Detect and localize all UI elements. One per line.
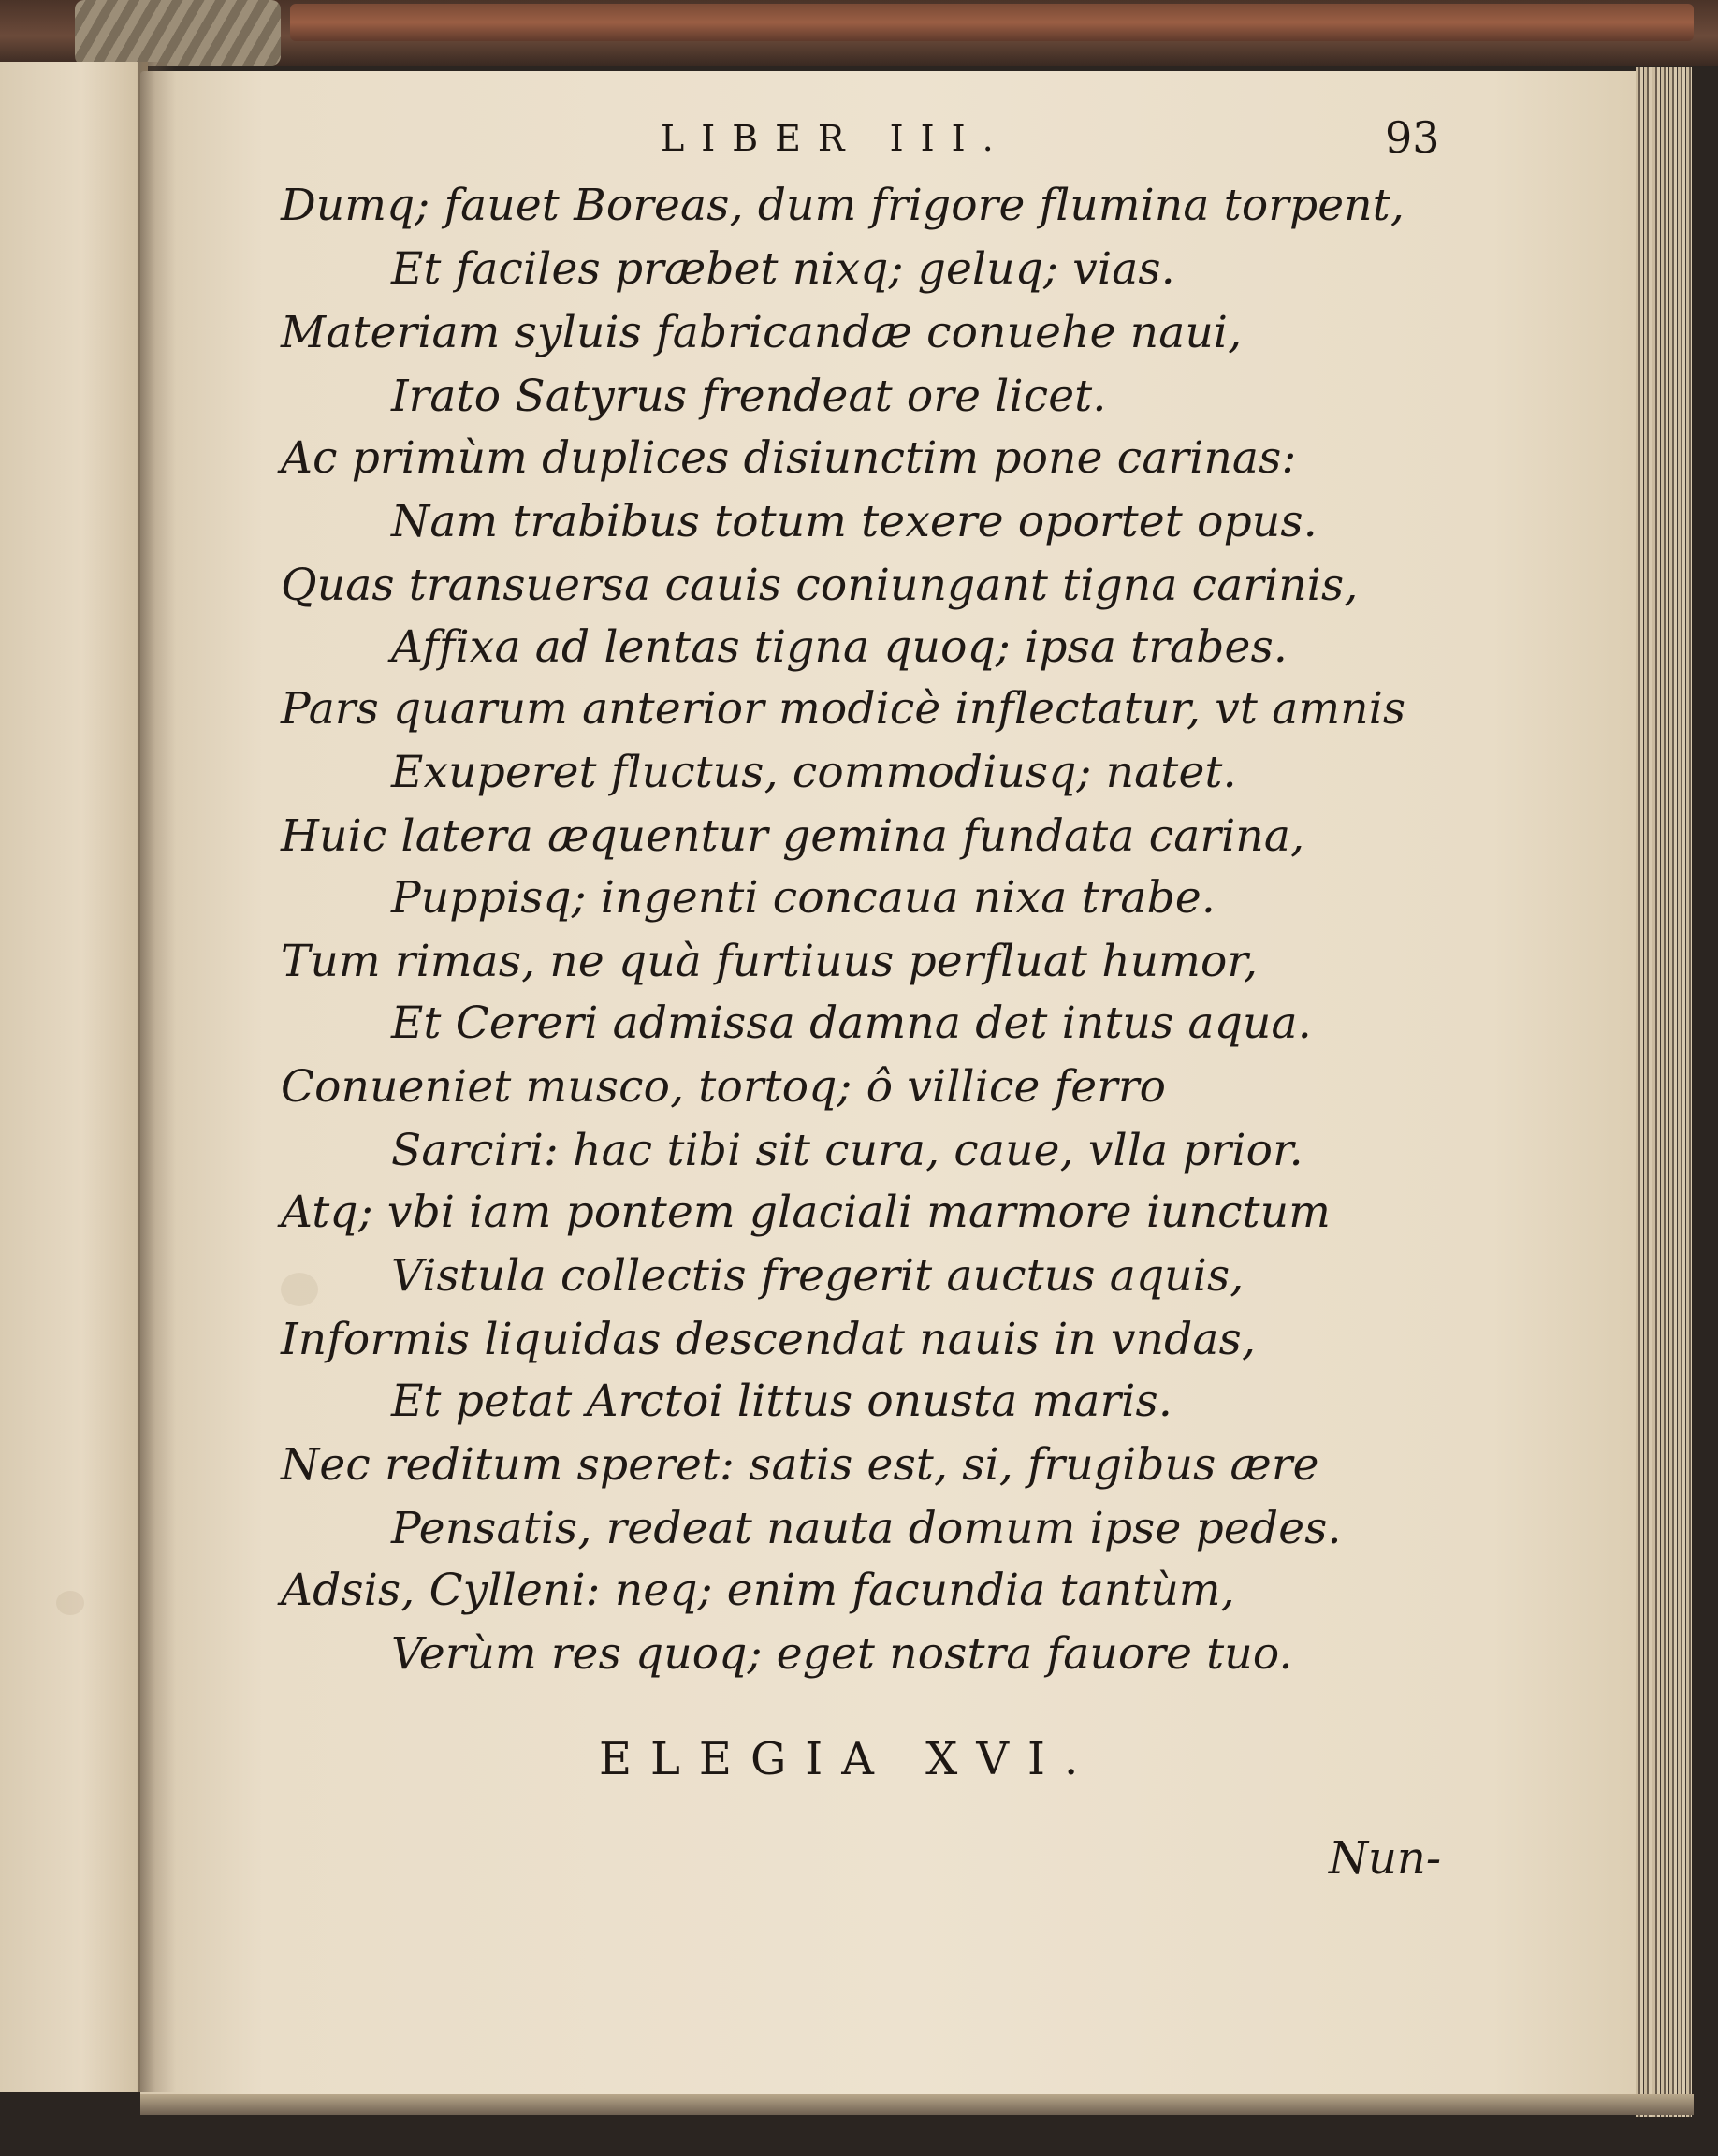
verse-line: Nam trabibus totum texere oportet opus.	[391, 496, 1318, 547]
verse-line: Pars quarum anterior modicè inflectatur, vt amnis	[281, 683, 1406, 735]
verse-line: Et petat Arctoi littus onusta maris.	[391, 1376, 1172, 1427]
page-number: 93	[1385, 112, 1440, 163]
verse-line: Atq; vbi iam pontem glaciali marmore iunctum	[281, 1187, 1331, 1238]
verse-line: Puppisq; ingenti concaua nixa trabe.	[391, 872, 1216, 924]
verse-line: Verùm res quoq; eget nostra fauore tuo.	[391, 1628, 1293, 1680]
verse-line: Et faciles præbet nixq; geluq; vias.	[391, 243, 1175, 295]
verse-line: Conueniet musco, tortoq; ô villice ferro	[281, 1061, 1167, 1113]
verse-line: Huic latera æquentur gemina fundata carina,	[281, 810, 1305, 862]
verse-line: Materiam syluis fabricandæ conuehe naui,	[281, 307, 1243, 358]
verse-line: Exuperet fluctus, commodiusq; natet.	[391, 747, 1237, 798]
catchword: Nun-	[1329, 1832, 1442, 1885]
running-head: LIBER III.	[661, 118, 1011, 159]
section-heading: ELEGIA XVI.	[599, 1733, 1098, 1785]
verse-line: Affixa ad lentas tigna quoq; ipsa trabes.	[391, 621, 1288, 673]
verse-line: Nec reditum speret: satis est, si, frugibus ære	[281, 1439, 1319, 1491]
verse-line: Quas transuersa cauis coniungant tigna carinis,	[281, 560, 1359, 611]
verse-line: Ac primùm duplices disiunctim pone carinas:	[281, 432, 1297, 484]
verse-line: Et Cereri admissa damna det intus aqua.	[391, 998, 1312, 1049]
verse-line: Sarciri: hac tibi sit cura, caue, vlla prior.	[391, 1125, 1303, 1176]
verse-line: Informis liquidas descendat nauis in vndas,	[281, 1314, 1257, 1365]
verse-line: Dumq; fauet Boreas, dum frigore flumina torpent,	[281, 180, 1405, 231]
verse-line: Irato Satyrus frendeat ore licet.	[391, 371, 1107, 422]
verse-line: Tum rimas, ne quà furtiuus perfluat humor,	[281, 936, 1259, 987]
verse-line: Vistula collectis fregerit auctus aquis,	[391, 1250, 1245, 1302]
verse-line: Pensatis, redeat nauta domum ipse pedes.	[391, 1503, 1342, 1554]
verse-line: Adsis, Cylleni: neq; enim facundia tantùm,	[281, 1565, 1235, 1616]
